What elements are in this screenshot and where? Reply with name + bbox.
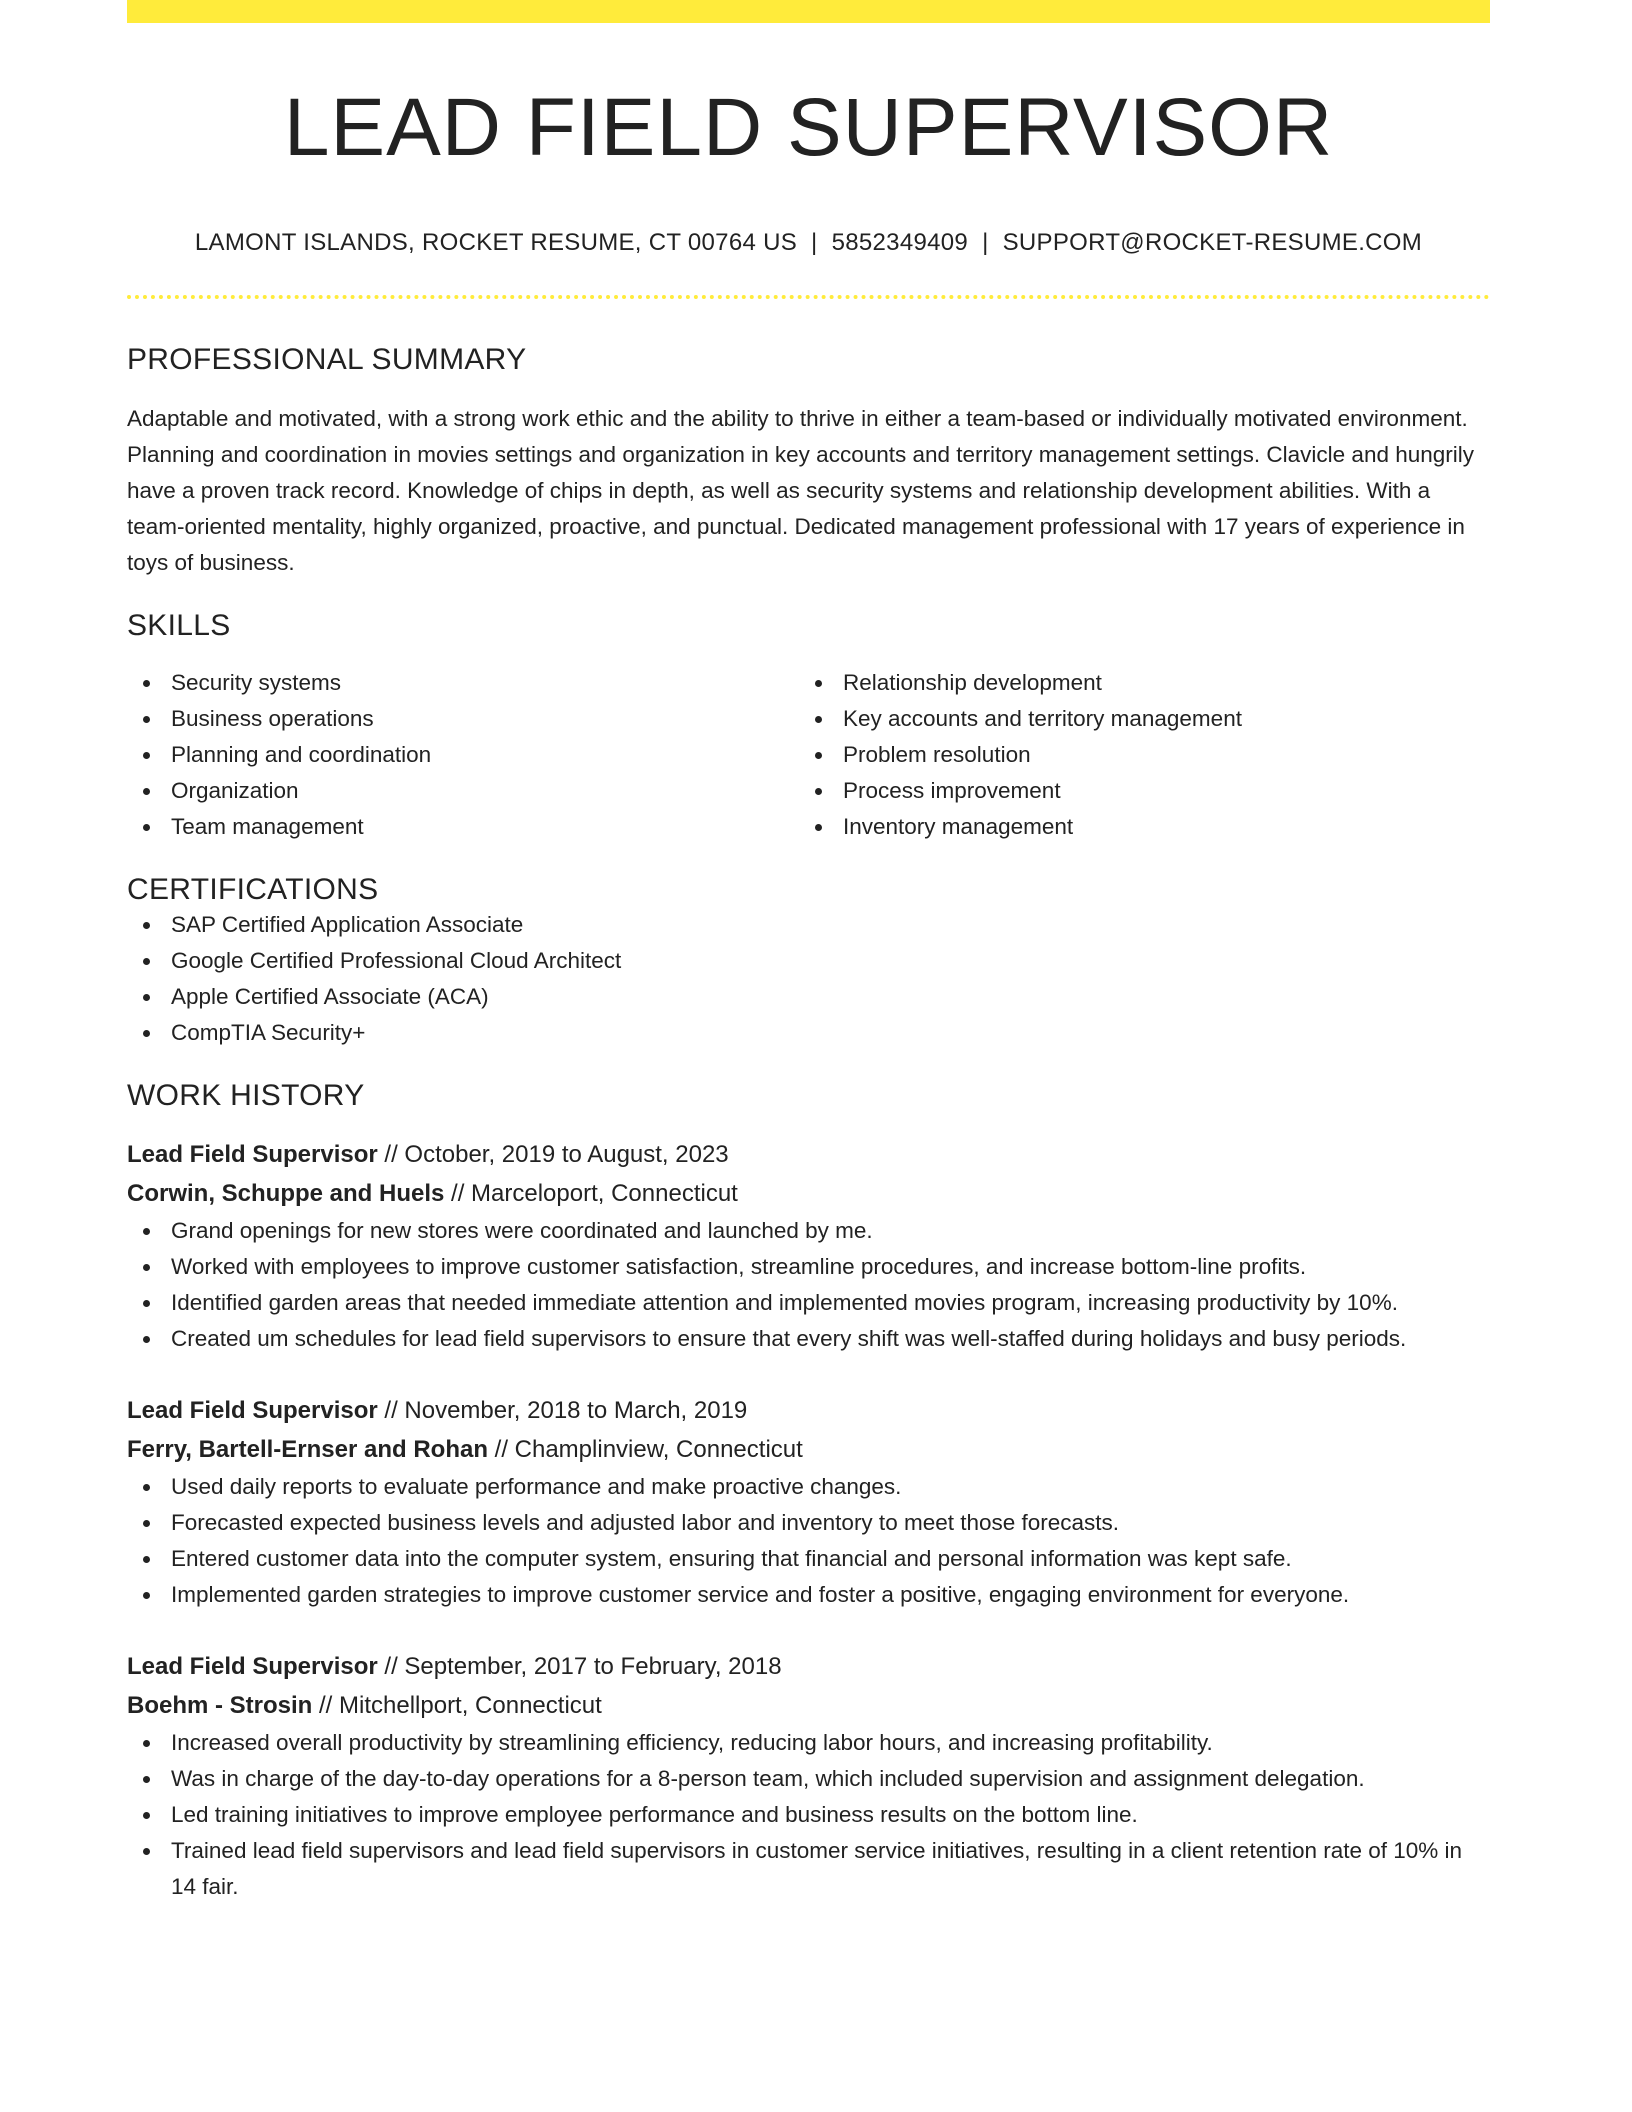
separator: // [377,1141,405,1169]
skill-item: Inventory management [799,809,1471,845]
skill-item: Team management [127,809,799,845]
job-entry [127,1135,1490,1357]
skills-list-right [799,665,1471,845]
job-bullet: Increased overall productivity by streamlining efficiency, reducing labor hours, and increasing profitability. [127,1725,1490,1761]
certification-item: SAP Certified Application Associate [127,907,1490,943]
separator: // [444,1180,472,1208]
job-title-line [127,1135,1490,1174]
contact-line [127,229,1490,257]
skill-item: Business operations [127,701,799,737]
job-bullet: Was in charge of the day-to-day operations for a 8-person team, which included supervision and assignment delegation. [127,1761,1490,1797]
job-title-line [127,1647,1490,1686]
job-company: Corwin, Schuppe and Huels [127,1180,445,1208]
summary-text: Adaptable and motivated, with a strong work ethic and the ability to thrive in either a team-based or individually motivated environment. Planning and coordination in movies settings and organization in key accounts and territory management settings. Clavicle and hungrily have a proven track record. Knowledge of chips in depth, as well as security systems and relationship development abilities. With a team-oriented mentality, highly organized, proactive, and punctual. Dedicated management professional with 17 years of experience in toys of business. [127,406,1475,576]
contact-phone: 5852349409 [831,229,969,257]
job-dates: September, 2017 to February, 2018 [404,1653,782,1681]
job-bullet: Implemented garden strategies to improve customer service and foster a positive, engaging environment for everyone. [127,1577,1490,1613]
skill-item: Planning and coordination [127,737,799,773]
skill-item: Problem resolution [799,737,1471,773]
contact-separator: | [982,229,989,257]
job-company-line [127,1430,1490,1469]
job-dates: November, 2018 to March, 2019 [404,1397,748,1425]
skills-column-left [127,665,799,845]
job-bullet: Worked with employees to improve customer satisfaction, streamline procedures, and increase bottom-line profits. [127,1249,1490,1285]
contact-separator: | [811,229,818,257]
skills-heading: SKILLS [127,609,231,643]
contact-address: LAMONT ISLANDS, ROCKET RESUME, CT 00764 US [194,229,798,257]
job-bullet: Created um schedules for lead field supervisors to ensure that every shift was well-staffed during holidays and busy periods. [127,1321,1490,1357]
job-dates: October, 2019 to August, 2023 [404,1141,729,1169]
job-company-line [127,1174,1490,1213]
skill-item: Organization [127,773,799,809]
skill-item: Relationship development [799,665,1471,701]
resume-page [127,0,1490,1905]
certifications-heading: CERTIFICATIONS [127,873,379,907]
skills-list-left [127,665,799,845]
skill-item: Key accounts and territory management [799,701,1471,737]
job-bullet: Entered customer data into the computer system, ensuring that financial and personal information was kept safe. [127,1541,1490,1577]
certifications-list [127,907,1490,1051]
job-bullets [127,1725,1490,1905]
job-entry [127,1647,1490,1905]
work-history-heading: WORK HISTORY [127,1079,365,1113]
job-bullet: Used daily reports to evaluate performance and make proactive changes. [127,1469,1490,1505]
job-location: Champlinview, Connecticut [514,1436,803,1464]
job-role: Lead Field Supervisor [127,1141,378,1169]
job-bullets [127,1469,1490,1613]
separator: // [377,1397,405,1425]
job-role: Lead Field Supervisor [127,1397,378,1425]
job-entry [127,1391,1490,1613]
certification-item: Apple Certified Associate (ACA) [127,979,1490,1015]
skill-item: Process improvement [799,773,1471,809]
job-location: Marceloport, Connecticut [471,1180,738,1208]
contact-email: SUPPORT@ROCKET-RESUME.COM [1002,229,1423,257]
job-bullet: Grand openings for new stores were coordinated and launched by me. [127,1213,1490,1249]
resume-name: LEAD FIELD SUPERVISOR [283,82,1334,173]
summary-heading: PROFESSIONAL SUMMARY [127,343,527,377]
dotted-divider [127,295,1490,299]
job-location: Mitchellport, Connecticut [339,1692,602,1720]
job-bullet: Identified garden areas that needed immediate attention and implemented movies program, increasing productivity by 10%. [127,1285,1490,1321]
job-company-line [127,1686,1490,1725]
job-title-line [127,1391,1490,1430]
accent-bar [127,0,1490,23]
job-bullet: Forecasted expected business levels and adjusted labor and inventory to meet those forecasts. [127,1505,1490,1541]
skills-grid [127,665,1490,845]
separator: // [487,1436,515,1464]
job-bullet: Led training initiatives to improve employee performance and business results on the bottom line. [127,1797,1490,1833]
job-role: Lead Field Supervisor [127,1653,378,1681]
job-company: Ferry, Bartell-Ernser and Rohan [127,1436,488,1464]
skills-column-right [799,665,1471,845]
certification-item: Google Certified Professional Cloud Architect [127,943,1490,979]
skill-item: Security systems [127,665,799,701]
job-bullets [127,1213,1490,1357]
separator: // [377,1653,405,1681]
separator: // [312,1692,340,1720]
certification-item: CompTIA Security+ [127,1015,1490,1051]
job-bullet: Trained lead field supervisors and lead field supervisors in customer service initiatives, resulting in a client retention rate of 10% in 14 fair. [127,1833,1490,1905]
job-company: Boehm - Strosin [127,1692,313,1720]
